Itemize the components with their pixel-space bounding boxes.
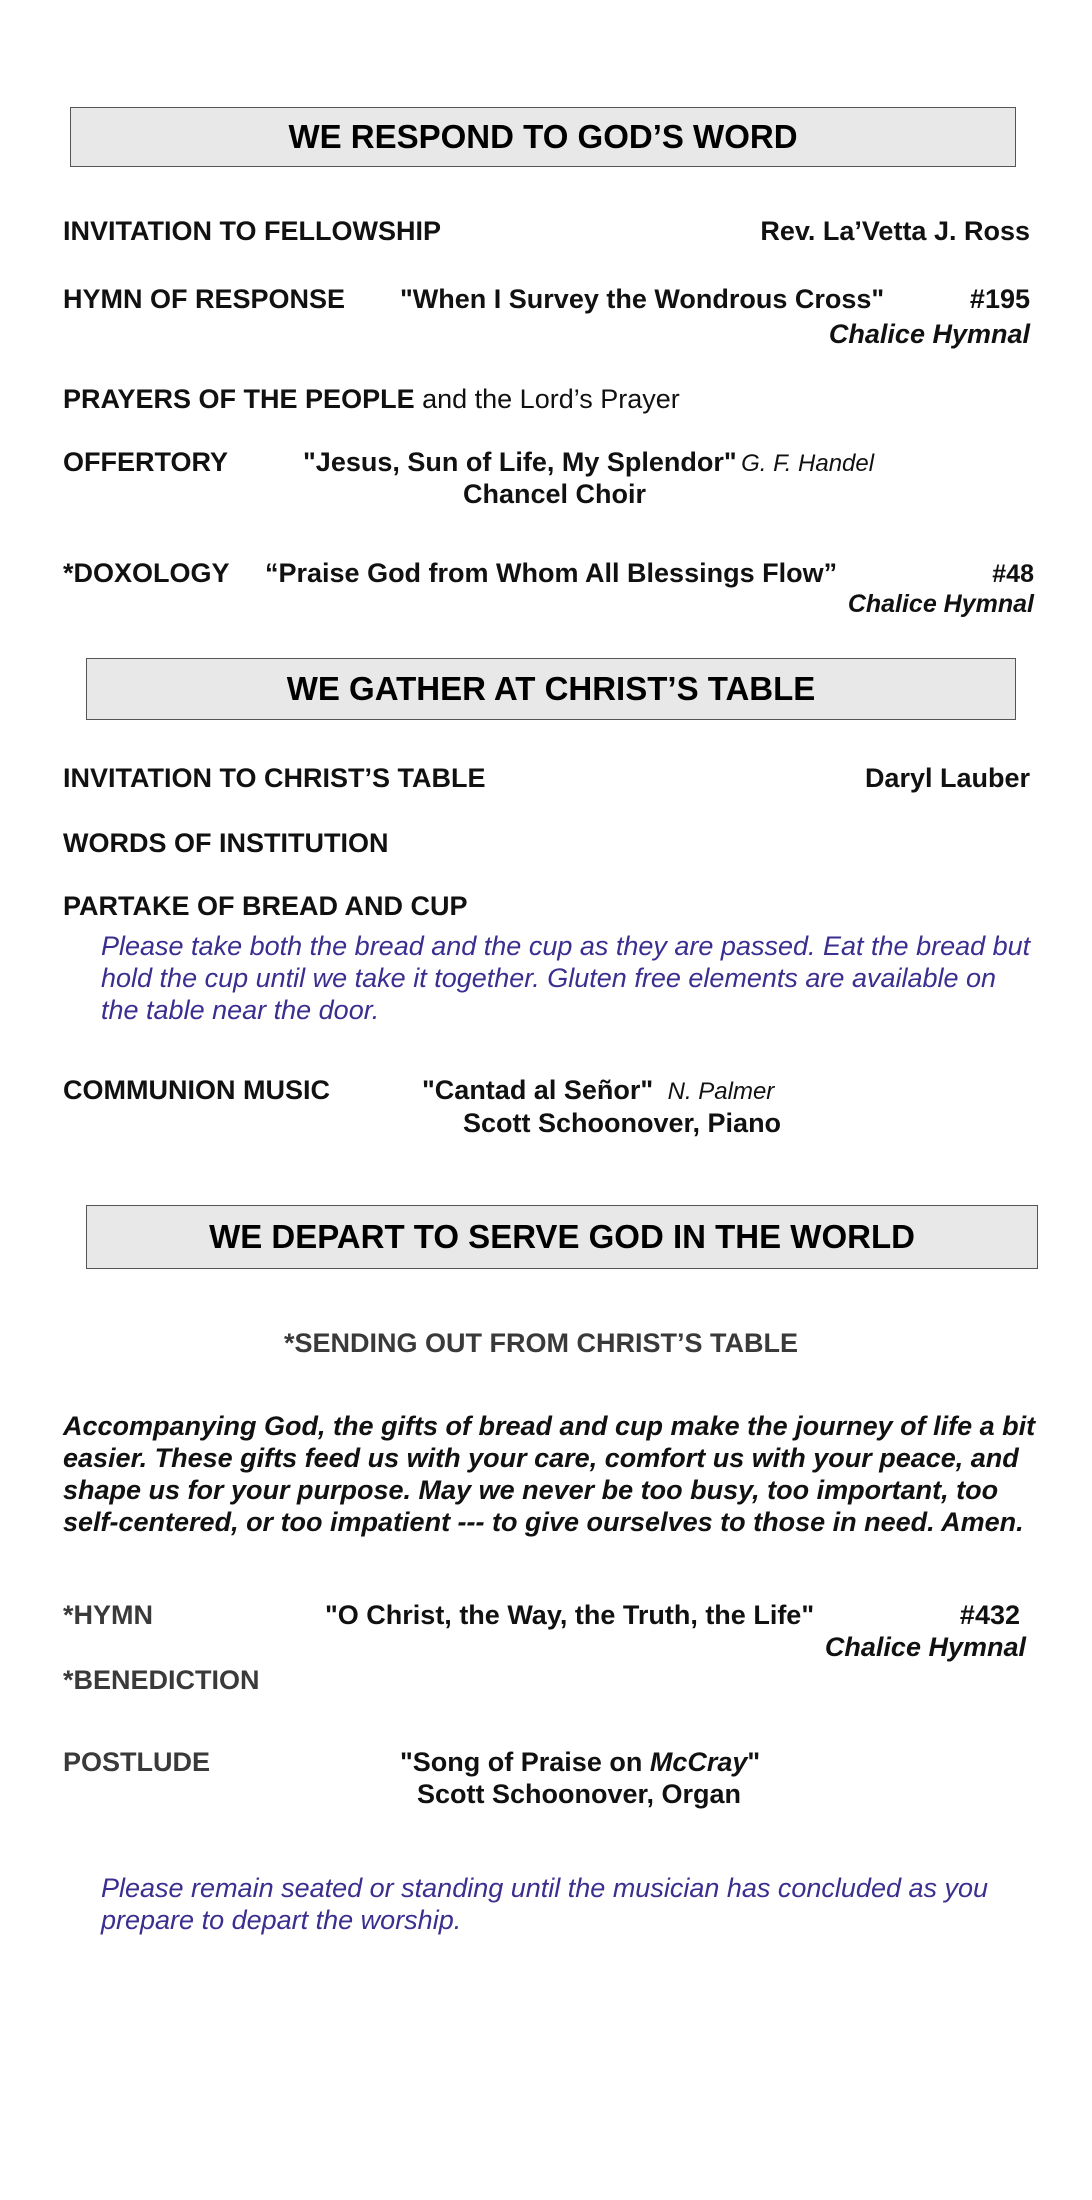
table-invitation-leader: Daryl Lauber <box>864 763 1030 793</box>
postlude-performer: Scott Schoonover, Organ <box>417 1779 742 1809</box>
partake-note: Please take both the bread and the cup as they are passed. Eat the bread but hold the cup until we take it together. Gluten free elements are available on the table near the door. <box>101 931 1031 1025</box>
invitation-leader: Rev. La’Vetta J. Ross <box>760 216 1030 246</box>
offertory-performer: Chancel Choir <box>463 479 647 509</box>
communion-performer: Scott Schoonover, Piano <box>463 1108 782 1138</box>
closing-hymn-number: #432 <box>959 1600 1020 1630</box>
communion-title: "Cantad al Señor" <box>422 1075 654 1105</box>
doxology-book: Chalice Hymnal <box>847 590 1034 618</box>
postlude-title <box>400 1747 760 1778</box>
closing-note: Please remain seated or standing until the musician has concluded as you prepare to depart the worship. <box>101 1873 989 1935</box>
offertory-label: OFFERTORY <box>63 447 229 477</box>
hymn-of-response-number: #195 <box>969 284 1030 314</box>
invitation-label: INVITATION TO FELLOWSHIP <box>63 216 441 246</box>
doxology-number: #48 <box>992 560 1034 588</box>
offertory-title: "Jesus, Sun of Life, My Splendor" <box>303 447 737 477</box>
prayers-suffix: and the Lord’s Prayer <box>414 384 680 414</box>
postlude-label: POSTLUDE <box>63 1747 211 1777</box>
hymn-of-response-title: "When I Survey the Wondrous Cross" <box>400 284 885 314</box>
section-banner-respond <box>70 107 1016 167</box>
section-title: WE DEPART TO SERVE GOD IN THE WORLD <box>209 1218 915 1255</box>
benediction-label: *BENEDICTION <box>63 1665 260 1695</box>
sending-out-prayer: Accompanying God, the gifts of bread and cup make the journey of life a bit easier. These gifts feed us with your care, comfort us with your peace, and shape us for your purpose. May we never be too busy, too important, too self-centered, or too impatient --- to give ourselves to those in need. Amen. <box>63 1411 1036 1537</box>
hymn-of-response-label: HYMN OF RESPONSE <box>63 284 346 314</box>
offertory-line <box>303 447 874 478</box>
postlude-title-suffix: " <box>747 1747 761 1777</box>
words-of-institution-label: WORDS OF INSTITUTION <box>63 828 389 858</box>
closing-hymn-label: *HYMN <box>63 1600 154 1630</box>
postlude-title-italic: McCray <box>649 1747 748 1777</box>
hymn-of-response-book: Chalice Hymnal <box>828 319 1030 349</box>
prayers-line <box>63 384 680 415</box>
offertory-composer: G. F. Handel <box>741 450 875 477</box>
sending-out-label: *SENDING OUT FROM CHRIST’S TABLE <box>284 1328 799 1358</box>
postlude-title-prefix: "Song of Praise on <box>400 1747 650 1777</box>
prayers-label: PRAYERS OF THE PEOPLE <box>63 384 415 414</box>
communion-music-label: COMMUNION MUSIC <box>63 1075 330 1105</box>
section-title: WE RESPOND TO GOD’S WORD <box>288 118 798 155</box>
partake-label: PARTAKE OF BREAD AND CUP <box>63 891 468 921</box>
communion-line <box>422 1075 774 1106</box>
closing-hymn-book: Chalice Hymnal <box>824 1632 1026 1662</box>
section-banner-table <box>86 658 1016 720</box>
doxology-title: “Praise God from Whom All Blessings Flow” <box>265 558 838 588</box>
communion-composer: N. Palmer <box>667 1078 775 1105</box>
section-title: WE GATHER AT CHRIST’S TABLE <box>286 670 816 707</box>
doxology-label: *DOXOLOGY <box>63 558 230 588</box>
table-invitation-label: INVITATION TO CHRIST’S TABLE <box>63 763 486 793</box>
closing-hymn-title: "O Christ, the Way, the Truth, the Life" <box>325 1600 815 1630</box>
section-banner-depart <box>86 1205 1038 1269</box>
